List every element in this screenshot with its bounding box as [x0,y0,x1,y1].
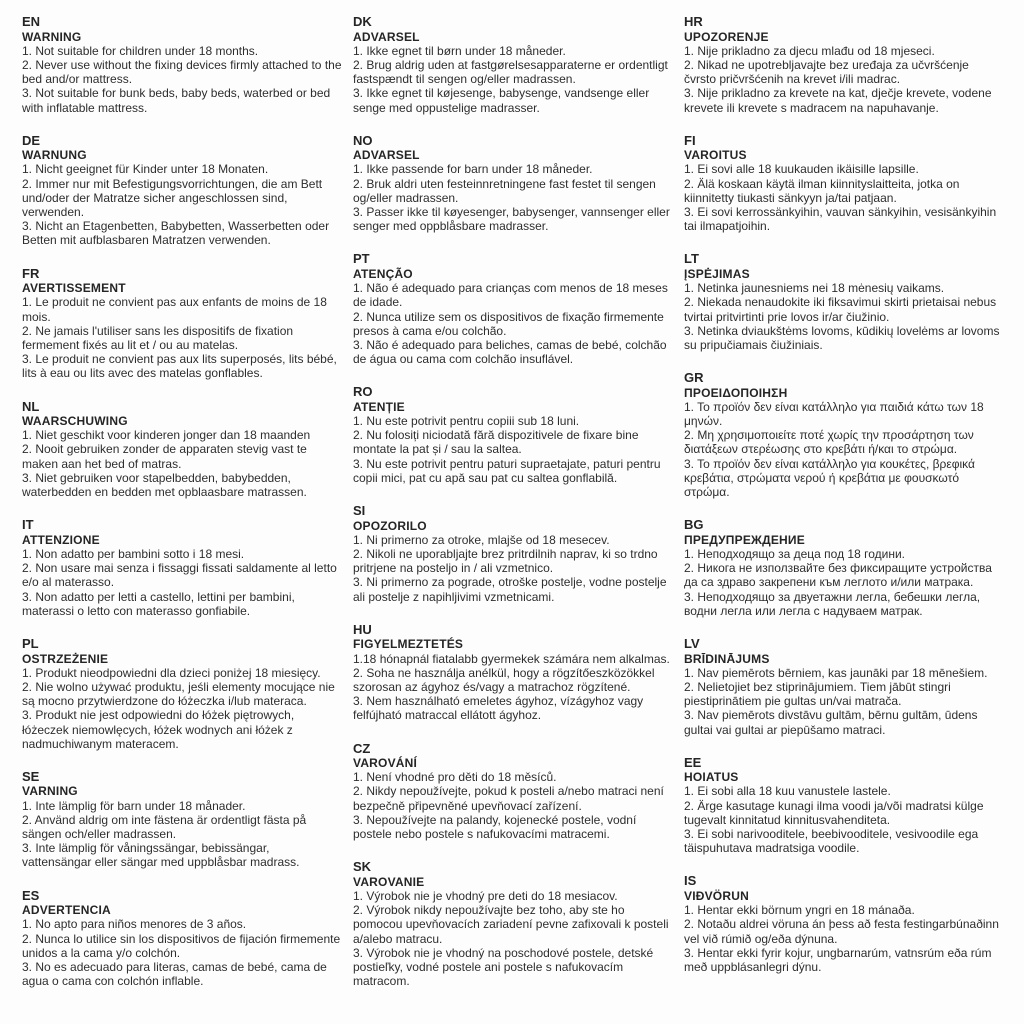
language-code: SK [353,859,372,875]
language-code: NL [22,398,40,414]
warning-heading: ADVARSEL [353,148,420,163]
warning-item: 3. Ei sovi kerrossänkyihin, vauvan sänkyihin, vesisänkyihin tai ilmapatjoihin. [684,205,997,234]
warning-item: 3. Výrobok nie je vhodný na poschodové postele, detské postieľky, vodné postele ani postele s nafukovacím matracom. [353,945,654,989]
warning-column-middle [353,15,673,1024]
warning-item: 2. Brug aldrig uden at fastgørelsesapparaterne er ordentligt fastspændt til sengen og/eller madrassen. [353,57,668,87]
language-code: EN [22,14,41,29]
language-code: DE [22,132,41,148]
warning-heading: OSTRZEŻENIE [22,651,109,666]
warning-heading: AVERTISSEMENT [22,281,126,296]
language-section-fr [22,267,342,381]
warning-item: 2. Immer nur mit Befestigungsvorrichtungen, die am Bett und/oder der Matratze sicher angeschlossen sind, verwenden. [22,176,323,220]
language-section-nl [22,400,342,500]
warning-item: 2. Nooit gebruiken zonder de apparaten stevig vast te maken aan het bed of matras. [22,442,307,471]
warning-heading: UPOZORENJE [684,29,769,44]
warning-item: 1.18 hónapnál fiatalabb gyermekek számára nem alkalmas. [353,651,670,666]
warning-item: 2. Älä koskaan käytä ilman kiinnityslaitteita, jotka on kiinnitetty tiukasti sänkyyn ja/tai patjaan. [684,176,960,205]
language-code: IT [22,517,34,533]
warning-heading: OPOZORILO [353,518,427,533]
warning-item: 2. Никога не използвайте без фиксиращите устройства да са здраво закрепени към леглото и/или матрака. [684,561,992,590]
warning-item: 2. Ne jamais l'utiliser sans les dispositifs de fixation fermement fixés au lit et / ou au matelas. [22,323,294,352]
language-code: SE [22,768,40,784]
language-code: HR [684,14,703,29]
language-section-pt [353,252,673,366]
warning-item: 1. Ikke egnet til børn under 18 måneder. [353,43,566,58]
warning-item: 3. Nije prikladno za krevete na kat, dječje krevete, vodene krevete ili krevete s madracem na napuhavanje. [684,86,992,115]
warning-heading: HOIATUS [684,770,739,785]
language-section-cz [353,742,673,842]
warning-item: 1. Produkt nieodpowiedni dla dzieci poniżej 18 miesięcy. [22,665,321,680]
language-code: LV [684,636,700,651]
language-section-en [22,15,342,115]
warning-heading: WARNING [22,29,82,44]
language-code: ES [22,887,40,903]
warning-item: 1. Výrobok nie je vhodný pre deti do 18 mesiacov. [353,888,618,903]
language-code: GR [684,370,704,386]
warning-item: 1. Non adatto per bambini sotto i 18 mesi. [22,546,245,561]
warning-heading: ADVERTENCIA [22,903,111,918]
warning-item: 2. Soha ne használja anélkül, hogy a rögzítőeszközökkel szorosan az ágyhoz és/vagy a matrachoz rögzítené. [353,665,655,694]
warning-item: 1. Inte lämplig för barn under 18 månader. [22,798,246,813]
warning-item: 2. Nu folosiți niciodată fără dispozitivele de fixare bine montate la pat și / sau la saltea. [353,428,639,457]
warning-item: 2. Notaðu aldrei vöruna án þess að festa festingarbúnaðinn vel við rúmið og/eða dýnuna. [684,917,999,946]
warning-item: 3. Ikke egnet til køjesenge, babysenge, vandsenge eller senge med oppustelige madrasser. [353,86,650,115]
language-section-hr [684,15,1004,115]
language-code: EE [684,754,702,770]
warning-item: 3. Niet gebruiken voor stapelbedden, babybedden, waterbedden en bedden met opblaasbare matrassen. [22,470,307,500]
language-section-sk [353,860,673,988]
language-section-fi [684,134,1004,234]
language-code: IS [684,873,697,889]
warning-item: 2. Bruk aldri uten festeinnretningene fast festet til sengen og/eller madrassen. [353,176,656,205]
language-section-hu [353,623,673,723]
warning-item: 3. Netinka dviaukštėms lovoms, kūdikių lovelėms ar lovoms su pripučiamais čiužiniais. [684,323,1000,352]
language-section-se [22,770,342,870]
warning-item: 2. Nelietojiet bez stiprinājumiem. Tiem jābūt stingri piestiprinātiem pie gultas un/vai matrača. [684,679,951,709]
language-section-bg [684,518,1004,618]
warning-item: 2. Använd aldrig om inte fästena är ordentligt fästa på sängen och/eller madrassen. [22,812,307,842]
warning-item: 3. Not suitable for bunk beds, baby beds, waterbed or bed with inflatable mattress. [22,86,331,115]
warning-heading: ATTENZIONE [22,532,100,547]
warning-item: 2. Non usare mai senza i fissaggi fissati saldamente al letto e/o al materasso. [22,561,337,590]
language-code: BG [684,517,704,533]
warning-item: 2. Nikoli ne uporabljajte brez pritrdilnih naprav, ki so trdno pritrjene na posteljo in / ali vzmetnico. [353,546,658,576]
language-code: DK [353,14,372,29]
warning-item: 1. No apto para niños menores de 3 años. [22,917,247,932]
language-code: PL [22,636,39,651]
warning-item: 2. Never use without the fixing devices firmly attached to the bed and/or mattress. [22,57,342,87]
warning-item: 3. No es adecuado para literas, camas de bebé, cama de agua o cama con colchón inflable. [22,959,327,989]
warning-heading: BRĪDINĀJUMS [684,651,770,666]
language-code: SI [353,503,366,519]
warning-item: 3. Le produit ne convient pas aux lits superposés, lits bébé, lits à eau ou lits avec des matelas gonflables. [22,352,337,381]
language-section-dk [353,15,673,115]
warning-item: 3. Nu este potrivit pentru paturi supraetajate, paturi pentru copii mici, pat cu apă sau pat cu saltea gonflabilă. [353,456,661,485]
warning-item: 1. Netinka jaunesniems nei 18 mėnesių vaikams. [684,281,945,296]
warning-heading: ΠΡΟΕΙΔΟΠΟΙΗΣΗ [684,385,788,400]
warning-item: 2. Výrobok nikdy nepoužívajte bez toho, aby ste ho pomocou upevňovacích zariadení pevne zafixovali k posteli a/alebo matracu. [353,903,669,946]
warning-heading: ПРЕДУПРЕЖДЕНИЕ [684,532,805,547]
warning-heading: ATENÇÃO [353,266,413,281]
warning-item: 3. Nepoužívejte na palandy, kojenecké postele, vodní postele nebo postele s nafukovacími matracemi. [353,812,637,842]
warning-item: 2. Nikad ne upotrebljavajte bez uređaja za učvršćenje čvrsto pričvršćenih na krevet i/ili madrac. [684,57,969,87]
language-section-is [684,874,1004,974]
warning-heading: VAROITUS [684,148,747,163]
warning-item: 3. Nicht an Etagenbetten, Babybetten, Wasserbetten oder Betten mit aufblasbaren Matratzen verwenden. [22,219,330,248]
warning-item: 3. Nem használható emeletes ágyhoz, vízágyhoz vagy felfújható matraccal ellátott ágyhoz. [353,694,644,723]
warning-heading: VAROVÁNÍ [353,756,418,771]
language-code: NO [353,132,373,148]
warning-item: 3. Produkt nie jest odpowiedni do łóżek piętrowych, łóżeczek niemowlęcych, łóżek wodnych ani łóżek z nadmuchiwanym materacem. [22,708,295,751]
warning-heading: VIÐVÖRUN [684,888,749,903]
warning-item: 3. Passer ikke til køyesenger, babysenger, vannsenger eller senger med oppblåsbare madrasser. [353,205,670,234]
language-section-si [353,504,673,604]
warning-item: 1. Não é adequado para crianças com menos de 18 meses de idade. [353,281,668,310]
warning-heading: ADVARSEL [353,29,420,44]
warning-item: 3. Το προϊόν δεν είναι κατάλληλο για κουκέτες, βρεφικά κρεβάτια, στρώματα νερού ή κρεβάτια με φουσκωτό στρώμα. [684,456,975,500]
warning-item: 2. Nikdy nepoužívejte, pokud k posteli a/nebo matraci není bezpečně připevněné upevňovací zařízení. [353,784,664,813]
warning-column-right [684,15,1004,1024]
warning-item: 3. Non adatto per letti a castello, lettini per bambini, materassi o letto con materasso gonfiabile. [22,589,295,618]
language-code: LT [684,251,699,267]
warning-item: 1. Ei sobi alla 18 kuu vanustele lastele. [684,784,891,799]
language-section-lt [684,252,1004,352]
warning-item: 2. Niekada nenaudokite iki fiksavimui skirti prietaisai nebus tvirtai pritvirtinti prie lovos ir/ar čiužinio. [684,295,997,324]
warning-heading: VAROVANIE [353,874,425,889]
warning-item: 2. Ärge kasutage kunagi ilma voodi ja/või madratsi külge tugevalt kinnitatud kinnitusvahenditeta. [684,798,984,827]
warning-item: 2. Nie wolno używać produktu, jeśli elementy mocujące nie są mocno przytwierdzone do łóżeczka i/lub materaca. [22,679,335,709]
warning-item: 1. Not suitable for children under 18 months. [22,43,259,58]
language-section-gr [684,371,1004,499]
warning-heading: ĮSPĖJIMAS [684,266,750,281]
warning-item: 1. Hentar ekki börnum yngri en 18 mánaða. [684,903,915,918]
warning-item: 3. Ei sobi narivooditele, beebivooditele, vesivoodile ega täispuhutava madratsiga voodile. [684,827,979,856]
warning-item: 3. Não é adequado para beliches, camas de bebé, colchão de água ou cama com colchão insuflável. [353,337,667,367]
warning-item: 1. Není vhodné pro děti do 18 měsíců. [353,770,557,785]
language-section-de [22,134,342,248]
warning-item: 2. Nunca lo utilice sin los dispositivos de fijación firmemente unidos a la cama y/o colchón. [22,931,341,960]
language-section-no [353,134,673,234]
warning-item: 3. Nav piemērots divstāvu gultām, bērnu gultām, ūdens gultai vai gultai ar piepūšamo matraci. [684,708,978,737]
warning-item: 1. Ni primerno za otroke, mlajše od 18 mesecev. [353,532,610,547]
language-section-pl [22,637,342,751]
language-section-lv [684,637,1004,737]
warning-item: 1. Nav piemērots bērniem, kas jaunāki par 18 mēnešiem. [684,665,988,680]
warning-item: 1. Nu este potrivit pentru copiii sub 18 luni. [353,414,580,429]
language-section-ro [353,385,673,485]
language-section-es [22,889,342,989]
warning-item: 2. Nunca utilize sem os dispositivos de fixação firmemente presos à cama e/ou colchão. [353,309,664,338]
warning-item: 1. Неподходящо за деца под 18 години. [684,546,905,561]
warning-item: 1. Ikke passende for barn under 18 måneder. [353,162,593,177]
language-code: CZ [353,740,371,756]
language-code: HU [353,621,372,637]
warning-item: 3. Ni primerno za pograde, otroške postelje, vodne postelje ali postelje z napihljivimi vzmetnicami. [353,575,667,604]
warning-item: 1. Le produit ne convient pas aux enfants de moins de 18 mois. [22,295,327,324]
warning-item: 1. Niet geschikt voor kinderen jonger dan 18 maanden [22,428,311,443]
warning-column-left [22,15,342,1024]
warning-item: 1. Το προϊόν δεν είναι κατάλληλο για παιδιά κάτω των 18 μηνών. [684,399,984,429]
warning-heading: VARNING [22,784,78,799]
language-section-ee [684,756,1004,856]
warning-heading: WARNUNG [22,148,87,163]
warning-item: 2. Μη χρησιμοποιείτε ποτέ χωρίς την προσάρτηση των διατάξεων στερέωσης στο κρεβάτι ή/και το στρώμα. [684,428,974,457]
language-code: FR [22,265,40,281]
language-code: PT [353,251,370,267]
warning-heading: FIGYELMEZTETÉS [353,637,464,652]
language-section-it [22,518,342,618]
warning-heading: WAARSCHUWING [22,414,128,429]
warning-item: 1. Ei sovi alle 18 kuukauden ikäisille lapsille. [684,162,919,177]
language-code: FI [684,132,696,148]
warning-heading: ATENȚIE [353,399,405,414]
warning-item: 3. Inte lämplig för våningssängar, bebissängar, vattensängar eller sängar med uppblåsbar madrass. [22,841,300,870]
warning-item: 1. Nije prikladno za djecu mlađu od 18 mjeseci. [684,43,935,58]
warning-item: 1. Nicht geeignet für Kinder unter 18 Monaten. [22,162,269,177]
language-code: RO [353,384,373,400]
warning-item: 3. Неподходящо за двуетажни легла, бебешки легла, водни легла или легла с надуваем матрак. [684,589,981,618]
warning-item: 3. Hentar ekki fyrir kojur, ungbarnarúm, vatnsrúm eða rúm með uppblásanlegri dýnu. [684,945,992,974]
